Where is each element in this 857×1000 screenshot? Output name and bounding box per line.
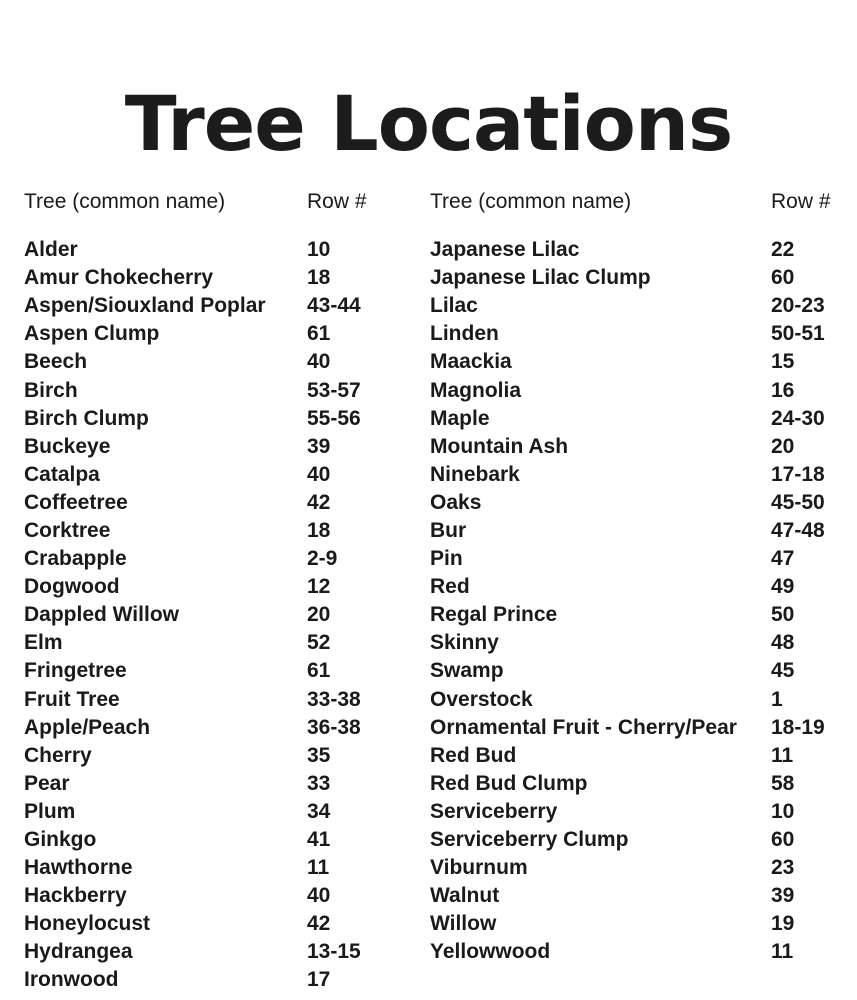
table-row (430, 489, 850, 517)
table-row (430, 320, 850, 348)
row-number: 22 (771, 238, 795, 262)
header-row-number: Row # (771, 190, 831, 213)
row-number: 43-44 (307, 294, 361, 318)
row-number: 36-38 (307, 715, 361, 739)
tree-name: Red (430, 575, 470, 599)
tree-name: Hydrangea (24, 940, 133, 964)
tree-name: Bur (430, 518, 467, 542)
table-row (24, 714, 404, 742)
tree-name: Ginkgo (24, 828, 97, 852)
row-number: 18-19 (771, 715, 825, 739)
tree-name: Overstock (430, 687, 533, 711)
tree-name: Magnolia (430, 378, 522, 402)
tree-name: Ornamental Fruit - Cherry/Pear (430, 715, 737, 739)
row-number: 2-9 (307, 547, 338, 571)
row-number: 40 (307, 350, 331, 374)
table-row (430, 714, 850, 742)
row-number: 61 (307, 322, 331, 346)
table-row (24, 854, 404, 882)
tree-name: Swamp (430, 659, 504, 683)
row-number: 45-50 (771, 490, 825, 514)
table-row (24, 910, 404, 938)
table-row (430, 433, 850, 461)
row-number: 15 (771, 350, 795, 374)
table-row (430, 798, 850, 826)
row-number: 24-30 (771, 406, 825, 430)
table-row (430, 545, 850, 573)
table-row (24, 292, 404, 320)
tree-name: Skinny (430, 631, 499, 655)
row-number: 41 (307, 828, 331, 852)
row-number: 17 (307, 968, 331, 992)
table-row (24, 601, 404, 629)
tree-name: Elm (24, 631, 63, 655)
tree-name: Japanese Lilac Clump (430, 266, 651, 290)
row-number: 40 (307, 884, 331, 908)
tree-name: Coffeetree (24, 490, 128, 514)
table-row (24, 376, 404, 404)
tree-name: Linden (430, 322, 499, 346)
table-row (24, 264, 404, 292)
table-row (24, 798, 404, 826)
table-header (430, 188, 850, 216)
table-row (430, 854, 850, 882)
table-row (430, 910, 850, 938)
row-number: 20 (771, 434, 795, 458)
header-row-number: Row # (307, 190, 367, 213)
table-row (430, 292, 850, 320)
tree-name: Buckeye (24, 434, 111, 458)
row-number: 11 (307, 856, 330, 880)
table-row (24, 545, 404, 573)
table-row (430, 938, 850, 966)
tree-name: Dappled Willow (24, 603, 179, 627)
row-number: 39 (307, 434, 331, 458)
row-number: 17-18 (771, 462, 825, 486)
row-number: 40 (307, 462, 331, 486)
tree-name: Pin (430, 547, 463, 571)
table-row (430, 657, 850, 685)
row-number: 50 (771, 603, 795, 627)
table-row (24, 517, 404, 545)
row-number: 55-56 (307, 406, 361, 430)
tree-name: Mountain Ash (430, 434, 569, 458)
table-row (24, 405, 404, 433)
table-row (24, 629, 404, 657)
row-number: 61 (307, 659, 331, 683)
table-row (430, 461, 850, 489)
table-row (430, 573, 850, 601)
tree-name: Maple (430, 406, 490, 430)
tree-name: Apple/Peach (24, 715, 151, 739)
row-number: 34 (307, 799, 331, 823)
tree-name: Crabapple (24, 547, 127, 571)
tree-table-left (24, 188, 404, 995)
tree-name: Birch Clump (24, 406, 149, 430)
table-row (24, 966, 404, 994)
row-number: 18 (307, 518, 331, 542)
table-row (24, 461, 404, 489)
table-row (24, 938, 404, 966)
row-number: 16 (771, 378, 795, 402)
table-row (430, 629, 850, 657)
tree-name: Dogwood (24, 575, 120, 599)
row-number: 42 (307, 912, 331, 936)
tree-name: Alder (24, 238, 78, 262)
table-row (430, 236, 850, 264)
row-number: 42 (307, 490, 331, 514)
row-number: 52 (307, 631, 331, 655)
tree-name: Maackia (430, 350, 512, 374)
row-number: 12 (307, 575, 331, 599)
row-number: 18 (307, 266, 331, 290)
tree-name: Japanese Lilac (430, 238, 580, 262)
row-number: 35 (307, 743, 331, 767)
row-number: 13-15 (307, 940, 361, 964)
table-row (430, 770, 850, 798)
row-number: 11 (771, 940, 794, 964)
row-number: 48 (771, 631, 795, 655)
row-number: 53-57 (307, 378, 361, 402)
table-row (24, 770, 404, 798)
row-number: 19 (771, 912, 795, 936)
row-number: 58 (771, 771, 795, 795)
table-row (24, 348, 404, 376)
row-number: 11 (771, 743, 794, 767)
row-number: 10 (771, 799, 795, 823)
tree-name: Plum (24, 799, 76, 823)
table-row (430, 742, 850, 770)
tree-name: Honeylocust (24, 912, 151, 936)
header-tree-name: Tree (common name) (430, 190, 632, 213)
row-number: 23 (771, 856, 795, 880)
row-number: 1 (771, 687, 783, 711)
tree-name: Hackberry (24, 884, 127, 908)
tree-name: Red Bud (430, 743, 517, 767)
tree-name: Beech (24, 350, 88, 374)
table-row (24, 320, 404, 348)
row-number: 33-38 (307, 687, 361, 711)
tree-name: Red Bud Clump (430, 771, 588, 795)
tree-name: Serviceberry (430, 799, 558, 823)
table-body (24, 236, 404, 995)
tree-name: Willow (430, 912, 497, 936)
table-row (430, 264, 850, 292)
tree-name: Hawthorne (24, 856, 133, 880)
table-row (430, 601, 850, 629)
row-number: 10 (307, 238, 331, 262)
tree-name: Serviceberry Clump (430, 828, 629, 852)
table-row (24, 573, 404, 601)
tree-name: Catalpa (24, 462, 100, 486)
tree-table-right (430, 188, 850, 966)
table-row (430, 882, 850, 910)
page-title: Tree Locations (124, 78, 733, 168)
table-row (430, 517, 850, 545)
row-number: 50-51 (771, 322, 825, 346)
row-number: 33 (307, 771, 331, 795)
table-header (24, 188, 404, 216)
row-number: 60 (771, 828, 795, 852)
table-row (430, 686, 850, 714)
table-row (24, 742, 404, 770)
header-tree-name: Tree (common name) (24, 190, 226, 213)
tree-name: Fruit Tree (24, 687, 120, 711)
tree-name: Amur Chokecherry (24, 266, 214, 290)
tree-name: Yellowwood (430, 940, 551, 964)
tree-name: Ninebark (430, 462, 520, 486)
tree-name: Corktree (24, 518, 111, 542)
row-number: 45 (771, 659, 795, 683)
tree-name: Lilac (430, 294, 478, 318)
row-number: 39 (771, 884, 795, 908)
tree-name: Ironwood (24, 968, 119, 992)
row-number: 20 (307, 603, 331, 627)
row-number: 49 (771, 575, 795, 599)
tree-name: Oaks (430, 490, 482, 514)
tree-name: Viburnum (430, 856, 528, 880)
tree-name: Walnut (430, 884, 500, 908)
table-row (430, 348, 850, 376)
table-row (24, 826, 404, 854)
table-row (24, 489, 404, 517)
row-number: 60 (771, 266, 795, 290)
table-row (24, 236, 404, 264)
table-body (430, 236, 850, 966)
row-number: 47 (771, 547, 795, 571)
tree-name: Birch (24, 378, 78, 402)
tree-name: Fringetree (24, 659, 127, 683)
table-row (24, 433, 404, 461)
tree-name: Pear (24, 771, 70, 795)
table-row (430, 405, 850, 433)
tree-name: Aspen Clump (24, 322, 160, 346)
table-row (430, 826, 850, 854)
row-number: 20-23 (771, 294, 825, 318)
row-number: 47-48 (771, 518, 825, 542)
tree-name: Aspen/Siouxland Poplar (24, 294, 266, 318)
table-row (24, 882, 404, 910)
tree-name: Regal Prince (430, 603, 558, 627)
table-row (24, 657, 404, 685)
tree-name: Cherry (24, 743, 92, 767)
table-row (430, 376, 850, 404)
table-row (24, 686, 404, 714)
